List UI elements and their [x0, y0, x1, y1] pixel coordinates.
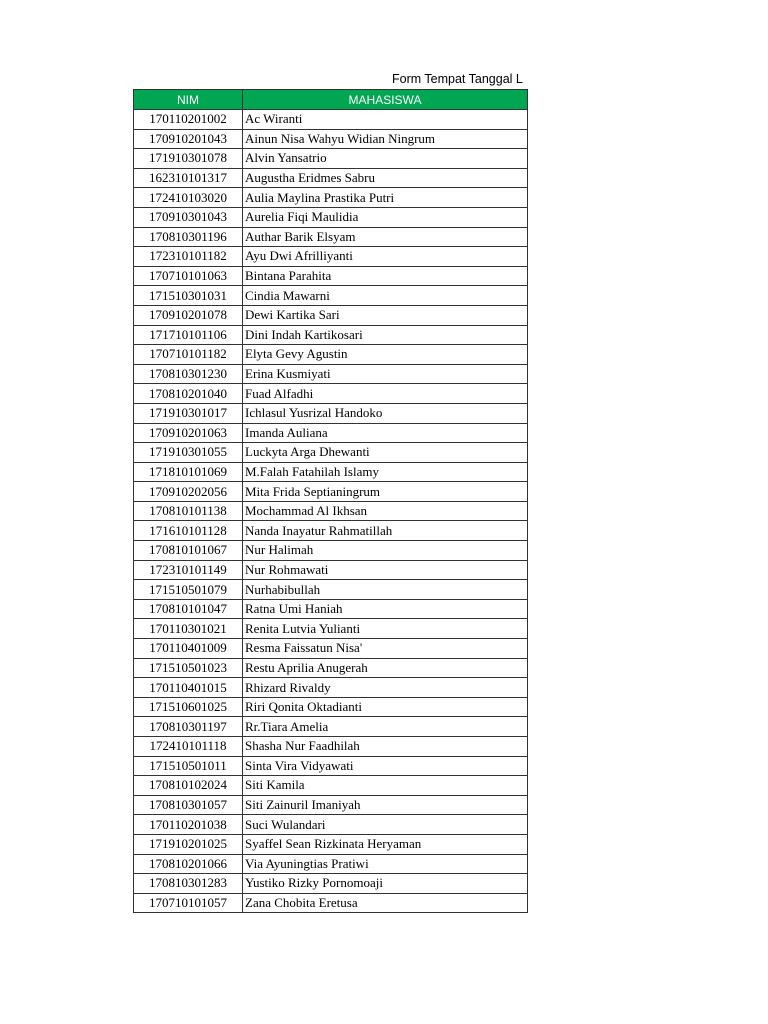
nim-cell: 172410103020	[134, 188, 243, 208]
student-name-cell: Renita Lutvia Yulianti	[243, 619, 528, 639]
student-name-cell: Siti Kamila	[243, 776, 528, 796]
table-row	[134, 678, 528, 698]
nim-cell: 171610101128	[134, 521, 243, 541]
nim-cell: 170810301197	[134, 717, 243, 737]
nim-cell: 170710101057	[134, 893, 243, 913]
student-name-cell: Augustha Eridmes Sabru	[243, 168, 528, 188]
student-name-cell: Fuad Alfadhi	[243, 384, 528, 404]
table-row	[134, 619, 528, 639]
nim-cell: 170910201043	[134, 129, 243, 149]
nim-cell: 170810301196	[134, 227, 243, 247]
table-row	[134, 149, 528, 169]
nim-cell: 170810102024	[134, 776, 243, 796]
form-title: Form Tempat Tanggal L	[392, 72, 523, 86]
table-row	[134, 599, 528, 619]
nim-cell: 170810101067	[134, 541, 243, 561]
nim-cell: 171510601025	[134, 697, 243, 717]
table-row	[134, 795, 528, 815]
nim-cell: 170810201040	[134, 384, 243, 404]
table-body	[134, 110, 528, 913]
student-name-cell: Elyta Gevy Agustin	[243, 345, 528, 365]
table-row	[134, 325, 528, 345]
nim-cell: 170110201002	[134, 110, 243, 130]
student-name-cell: Siti Zainuril Imaniyah	[243, 795, 528, 815]
table-row	[134, 286, 528, 306]
table-row	[134, 658, 528, 678]
nim-cell: 171710101106	[134, 325, 243, 345]
nim-cell: 170810101138	[134, 501, 243, 521]
nim-cell: 170910301043	[134, 207, 243, 227]
student-name-cell: Dewi Kartika Sari	[243, 305, 528, 325]
student-table	[133, 89, 528, 913]
table-row	[134, 384, 528, 404]
student-name-cell: Bintana Parahita	[243, 266, 528, 286]
student-name-cell: Luckyta Arga Dhewanti	[243, 443, 528, 463]
table-row	[134, 305, 528, 325]
student-name-cell: Nur Halimah	[243, 541, 528, 561]
student-name-cell: M.Falah Fatahilah Islamy	[243, 462, 528, 482]
student-name-cell: Cindia Mawarni	[243, 286, 528, 306]
nim-cell: 171510501079	[134, 580, 243, 600]
student-name-cell: Authar Barik Elsyam	[243, 227, 528, 247]
nim-cell: 170910201063	[134, 423, 243, 443]
table-row	[134, 521, 528, 541]
student-name-cell: Ratna Umi Haniah	[243, 599, 528, 619]
nim-cell: 171910301055	[134, 443, 243, 463]
nim-cell: 170810301057	[134, 795, 243, 815]
table-row	[134, 815, 528, 835]
nim-cell: 170710101182	[134, 345, 243, 365]
table-row	[134, 756, 528, 776]
table-row	[134, 874, 528, 894]
student-name-cell: Ainun Nisa Wahyu Widian Ningrum	[243, 129, 528, 149]
nim-cell: 171910301078	[134, 149, 243, 169]
table-row	[134, 893, 528, 913]
nim-cell: 172310101149	[134, 560, 243, 580]
nim-cell: 170810301283	[134, 874, 243, 894]
table-row	[134, 266, 528, 286]
nim-cell: 170810301230	[134, 364, 243, 384]
table-row	[134, 403, 528, 423]
table-row	[134, 697, 528, 717]
nim-cell: 170710101063	[134, 266, 243, 286]
table-header-row	[134, 90, 528, 110]
student-name-cell: Mochammad Al Ikhsan	[243, 501, 528, 521]
nim-cell: 171510501011	[134, 756, 243, 776]
table-row	[134, 834, 528, 854]
table-row	[134, 482, 528, 502]
student-name-cell: Aulia Maylina Prastika Putri	[243, 188, 528, 208]
nim-cell: 170810101047	[134, 599, 243, 619]
table-row	[134, 247, 528, 267]
table-row	[134, 854, 528, 874]
table-row	[134, 501, 528, 521]
student-name-cell: Nurhabibullah	[243, 580, 528, 600]
table-row	[134, 227, 528, 247]
student-name-cell: Rhizard Rivaldy	[243, 678, 528, 698]
student-name-cell: Shasha Nur Faadhilah	[243, 737, 528, 757]
student-name-cell: Syaffel Sean Rizkinata Heryaman	[243, 834, 528, 854]
nim-cell: 162310101317	[134, 168, 243, 188]
nim-cell: 170110401009	[134, 639, 243, 659]
table-row	[134, 580, 528, 600]
student-name-cell: Alvin Yansatrio	[243, 149, 528, 169]
table-row	[134, 188, 528, 208]
nim-cell: 170110301021	[134, 619, 243, 639]
student-name-cell: Nanda Inayatur Rahmatillah	[243, 521, 528, 541]
nim-cell: 172410101118	[134, 737, 243, 757]
table-row	[134, 560, 528, 580]
student-name-cell: Mita Frida Septianingrum	[243, 482, 528, 502]
nim-cell: 170910202056	[134, 482, 243, 502]
student-name-cell: Aurelia Fiqi Maulidia	[243, 207, 528, 227]
student-name-cell: Ac Wiranti	[243, 110, 528, 130]
table-row	[134, 541, 528, 561]
student-name-cell: Ayu Dwi Afrilliyanti	[243, 247, 528, 267]
nim-cell: 171910301017	[134, 403, 243, 423]
header-mahasiswa: MAHASISWA	[243, 90, 528, 110]
nim-cell: 171810101069	[134, 462, 243, 482]
student-name-cell: Ichlasul Yusrizal Handoko	[243, 403, 528, 423]
table-row	[134, 776, 528, 796]
table-row	[134, 462, 528, 482]
student-name-cell: Imanda Auliana	[243, 423, 528, 443]
nim-cell: 171510501023	[134, 658, 243, 678]
header-nim: NIM	[134, 90, 243, 110]
student-name-cell: Erina Kusmiyati	[243, 364, 528, 384]
table-row	[134, 168, 528, 188]
table-row	[134, 207, 528, 227]
nim-cell: 170810201066	[134, 854, 243, 874]
student-name-cell: Dini Indah Kartikosari	[243, 325, 528, 345]
nim-cell: 171510301031	[134, 286, 243, 306]
table-row	[134, 345, 528, 365]
student-name-cell: Sinta Vira Vidyawati	[243, 756, 528, 776]
nim-cell: 170910201078	[134, 305, 243, 325]
student-name-cell: Riri Qonita Oktadianti	[243, 697, 528, 717]
table-row	[134, 443, 528, 463]
table-row	[134, 423, 528, 443]
table-row	[134, 129, 528, 149]
student-name-cell: Resma Faissatun Nisa'	[243, 639, 528, 659]
student-name-cell: Restu Aprilia Anugerah	[243, 658, 528, 678]
student-name-cell: Suci Wulandari	[243, 815, 528, 835]
nim-cell: 171910201025	[134, 834, 243, 854]
student-name-cell: Zana Chobita Eretusa	[243, 893, 528, 913]
nim-cell: 170110401015	[134, 678, 243, 698]
table-row	[134, 364, 528, 384]
student-name-cell: Rr.Tiara Amelia	[243, 717, 528, 737]
nim-cell: 172310101182	[134, 247, 243, 267]
nim-cell: 170110201038	[134, 815, 243, 835]
table-row	[134, 737, 528, 757]
student-name-cell: Nur Rohmawati	[243, 560, 528, 580]
table-row	[134, 110, 528, 130]
table-row	[134, 717, 528, 737]
student-name-cell: Yustiko Rizky Pornomoaji	[243, 874, 528, 894]
table-row	[134, 639, 528, 659]
student-name-cell: Via Ayuningtias Pratiwi	[243, 854, 528, 874]
